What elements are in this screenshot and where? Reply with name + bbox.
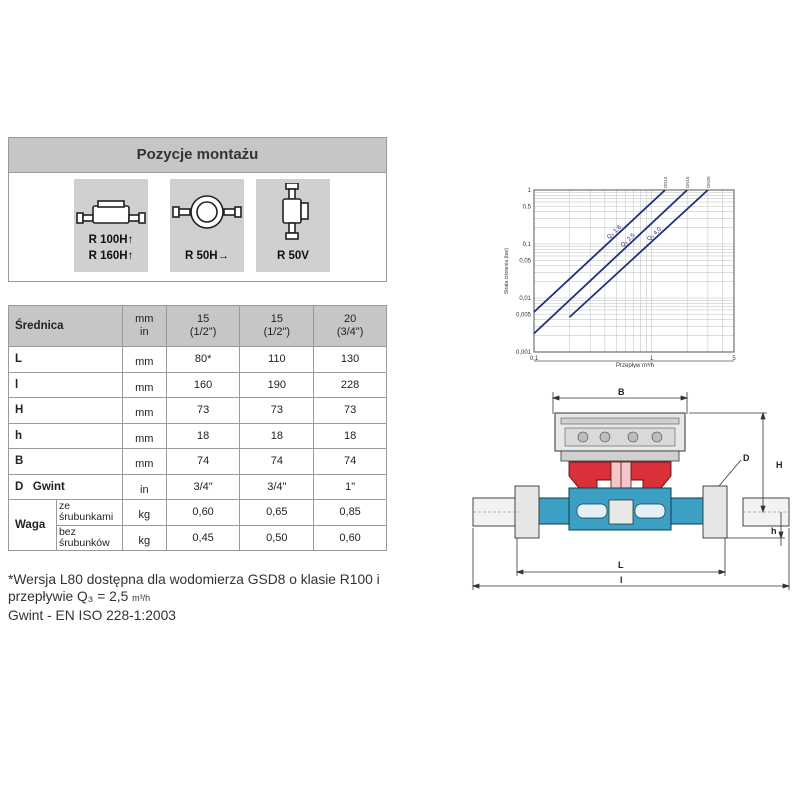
meter-cross-section-drawing	[465, 388, 797, 596]
table-row	[9, 449, 387, 475]
row-value: 18	[314, 423, 387, 449]
chart-y-tick-label: 0,05	[519, 258, 531, 265]
table-row	[9, 372, 387, 398]
top-view-meter-icon	[170, 183, 244, 233]
row-unit: mm	[122, 372, 166, 398]
col-header-3-mm: 20	[343, 313, 357, 325]
leader-D	[719, 460, 741, 486]
chart-y-ticks	[516, 188, 532, 356]
meter-head	[555, 413, 685, 461]
position-vertical	[256, 179, 330, 272]
table-row	[9, 347, 387, 373]
chart-y-tick-label: 0,5	[522, 204, 531, 211]
label-L: L	[618, 560, 624, 570]
chart-x-tick-label: 5	[732, 356, 736, 362]
table-header-row	[9, 306, 387, 347]
row-value: 73	[240, 398, 314, 424]
row-value: 0,60	[166, 500, 240, 526]
table-row-weight	[9, 500, 387, 526]
weight-sub-label-2: śrubunkami	[58, 511, 114, 524]
col-header-1	[166, 306, 240, 347]
footnote-line-2	[8, 588, 398, 607]
footnote-line-2-text: przepływie Q₃ = 2,5	[8, 589, 133, 604]
row-value: 0,60	[314, 525, 387, 551]
row-unit: mm	[122, 423, 166, 449]
chart-series-tag: DN15	[685, 176, 691, 188]
label-l: l	[620, 575, 623, 585]
row-value: 0,45	[166, 525, 240, 551]
mounting-positions-panel	[8, 137, 387, 282]
pressure-loss-chart	[500, 168, 762, 368]
row-value: 1"	[314, 474, 387, 500]
col-header-2-mm: 15	[270, 313, 283, 325]
row-value: 0,85	[314, 500, 387, 526]
row-name: L	[9, 347, 123, 373]
label-B: B	[618, 388, 625, 397]
footnote-line-1: *Wersja L80 dostępna dla wodomierza GSD8 o klasie R100 i	[8, 572, 380, 587]
row-value: 18	[166, 423, 240, 449]
table-row	[9, 398, 387, 424]
row-value: 74	[314, 449, 387, 475]
col-header-1-in: (1/2")	[189, 326, 217, 338]
row-value: 73	[166, 398, 240, 424]
vertical-meter-icon	[256, 183, 330, 243]
row-value: 3/4"	[166, 474, 240, 500]
footnote	[8, 571, 398, 624]
mounting-positions-tiles	[9, 173, 386, 281]
chart-series-label: Q₃ 4,0	[646, 226, 663, 243]
table-row	[9, 474, 387, 500]
chart-y-tick-label: 0,001	[515, 350, 531, 356]
col-header-2-in: (1/2")	[263, 326, 291, 338]
pipe-body	[517, 488, 725, 530]
chart-y-tick-label: 0,01	[519, 296, 531, 302]
row-unit: kg	[122, 525, 166, 551]
row-value: 160	[166, 372, 240, 398]
table-row-weight	[9, 525, 387, 551]
chart-series-tag: DN15	[663, 176, 669, 188]
chart-x-tick-label: 0,1	[529, 356, 539, 362]
col-header-1-mm: 15	[196, 313, 210, 325]
row-name: h	[9, 423, 123, 449]
row-value: 74	[240, 449, 314, 475]
row-value: 73	[314, 398, 387, 424]
row-value: 228	[314, 372, 387, 398]
position-horizontal-label-2: R 160H↑	[88, 250, 134, 262]
row-name: B	[9, 449, 123, 475]
unit-header	[122, 306, 166, 347]
col-header-3	[314, 306, 387, 347]
row-name: D Gwint	[9, 474, 123, 500]
chart-x-tick-label: 1	[650, 356, 654, 362]
label-h: h	[771, 526, 777, 536]
weight-sub-label-1: bez	[58, 525, 76, 538]
chart-x-label: Przepływ m³/h	[615, 363, 655, 368]
row-unit: kg	[122, 500, 166, 526]
unit-header-mm: mm	[135, 313, 154, 325]
label-H: H	[776, 460, 783, 470]
row-unit: mm	[122, 347, 166, 373]
weight-sub-label-2: śrubunków	[58, 536, 110, 549]
row-value: 130	[314, 347, 387, 373]
row-value: 110	[240, 347, 314, 373]
row-unit: in	[122, 474, 166, 500]
row-name: H	[9, 398, 123, 424]
label-D: D	[743, 453, 750, 463]
left-coupling	[473, 486, 539, 538]
chart-y-tick-label: 1	[527, 188, 531, 194]
position-top-view-label: R 50H→	[184, 250, 230, 262]
position-vertical-label: R 50V	[277, 250, 309, 262]
unit-header-in: in	[140, 326, 149, 338]
weight-sub-label	[56, 525, 122, 551]
dimension-L	[517, 538, 725, 576]
col-header-2	[240, 306, 314, 347]
weight-sub-label	[56, 500, 122, 526]
position-horizontal	[74, 179, 148, 272]
position-horizontal-label-1: R 100H↑	[88, 234, 134, 246]
row-unit: mm	[122, 449, 166, 475]
row-value: 74	[166, 449, 240, 475]
footnote-line-3: Gwint - EN ISO 228-1:2003	[8, 608, 176, 623]
chart-y-label: Strata ciśnienia (bar)	[504, 247, 510, 295]
position-top-view	[170, 179, 244, 272]
chart-y-tick-label: 0,005	[515, 312, 531, 319]
weight-label: Waga	[9, 500, 57, 551]
chart-frame	[534, 190, 734, 352]
weight-sub-label-1: ze	[58, 500, 71, 513]
row-name: l	[9, 372, 123, 398]
mounting-positions-title: Pozycje montażu	[9, 138, 386, 173]
table-row	[9, 423, 387, 449]
footnote-unit: m³/h	[132, 593, 151, 603]
chart-series-label: Q₃ 2,5	[619, 232, 637, 249]
chart-series-line	[534, 190, 665, 312]
col-header-3-in: (3/4")	[336, 326, 364, 338]
horizontal-meter-icon	[74, 183, 148, 233]
row-value: 0,50	[240, 525, 314, 551]
row-value: 80*	[166, 347, 240, 373]
chart-series-label: Q₃ 1,6	[606, 224, 623, 241]
chart-grid	[534, 190, 734, 352]
dimensions-table	[8, 305, 387, 551]
row-value: 18	[240, 423, 314, 449]
diameter-header: Średnica	[9, 306, 123, 347]
chart-y-tick-label: 0,1	[522, 242, 531, 248]
chart-series-tag: DN20	[705, 176, 711, 188]
row-unit: mm	[122, 398, 166, 424]
row-value: 3/4"	[240, 474, 314, 500]
row-value: 0,65	[240, 500, 314, 526]
dimension-H	[689, 413, 767, 512]
row-value: 190	[240, 372, 314, 398]
